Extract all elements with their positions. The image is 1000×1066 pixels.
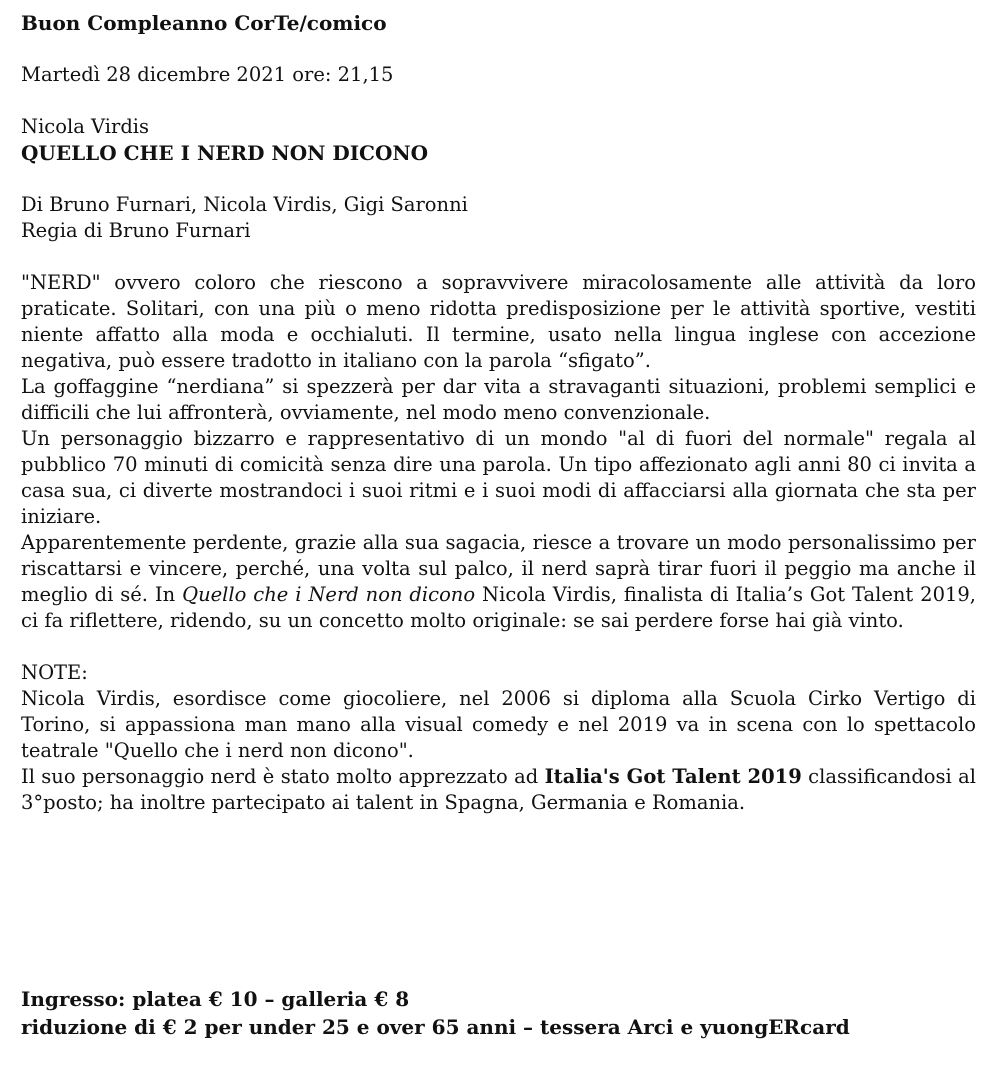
talent-show-name: Italia's Got Talent 2019 — [544, 765, 802, 788]
spacer — [21, 244, 976, 270]
spacer — [21, 166, 976, 192]
description-paragraph: La goffaggine “nerdiana” si spezzerà per dar vita a stravaganti situazioni, problemi semplici e difficili che lui affronterà, ovviamente, nel modo meno convenzionale. — [21, 375, 976, 424]
show-authors: Di Bruno Furnari, Nicola Virdis, Gigi Saronni — [21, 193, 468, 216]
notes-text: classificandosi al 3°posto; ha inoltre partecipato ai talent in Spagna, Germania e Romania. — [21, 765, 977, 814]
description-paragraph — [21, 530, 976, 634]
show-director: Regia di Bruno Furnari — [21, 219, 251, 242]
ticket-discounts: riduzione di € 2 per under 25 e over 65 anni – tessera Arci e yuongERcard — [21, 1015, 850, 1039]
description-text: Nicola Virdis, finalista di Italia’s Got Talent 2019, ci fa riflettere, ridendo, su un concetto molto originale: se sai perdere forse hai già vinto. — [21, 583, 976, 632]
description-paragraph: "NERD" ovvero coloro che riescono a sopravvivere miracolosamente alle attività da loro praticate. Solitari, con una più o meno ridotta predisposizione per le attività sportive, vestiti niente affatto alla moda e occhialuti. Il termine, usato nella lingua inglese con accezione negativa, può essere tradotto in italiano con la parola “sfigato”. — [21, 271, 976, 372]
notes-text: Il suo personaggio nerd è stato molto apprezzato ad — [21, 765, 545, 788]
event-series-title: Buon Compleanno CorTe/comico — [21, 11, 387, 35]
spacer — [21, 88, 976, 114]
show-title-italic: Quello che i Nerd non dicono — [182, 583, 476, 606]
performer-name: Nicola Virdis — [21, 115, 150, 138]
ticket-info — [21, 985, 976, 1041]
spacer — [21, 634, 976, 660]
notes-paragraph: Nicola Virdis, esordisce come giocoliere, nel 2006 si diploma alla Scuola Cirko Vertigo di Torino, si appassiona man mano alla visual comedy e nel 2019 va in scena con lo spettacolo teatrale "Quello che i nerd non dicono". — [21, 687, 976, 762]
notes-paragraph — [21, 764, 976, 816]
ticket-prices: Ingresso: platea € 10 – galleria € 8 — [21, 987, 410, 1011]
notes-heading: NOTE: — [21, 661, 88, 684]
event-date-line: Martedì 28 dicembre 2021 ore: 21,15 — [21, 63, 394, 86]
spacer — [21, 36, 976, 62]
description-paragraph: Un personaggio bizzarro e rappresentativo di un mondo "al di fuori del normale" regala al pubblico 70 minuti di comicità senza dire una parola. Un tipo affezionato agli anni 80 ci invita a casa sua, ci diverte mostrandoci i suoi ritmi e i suoi modi di affacciarsi alla giornata che sta per iniziare. — [21, 427, 976, 528]
description-text: Apparentemente perdente, grazie alla sua sagacia, riesce a trovare un modo personalissimo per riscattarsi e vincere, perché, una volta sul palco, il nerd saprà tirar fuori il peggio ma anche il meglio di sé. In — [21, 531, 976, 606]
event-document — [21, 10, 976, 816]
show-title: QUELLO CHE I NERD NON DICONO — [21, 141, 429, 165]
